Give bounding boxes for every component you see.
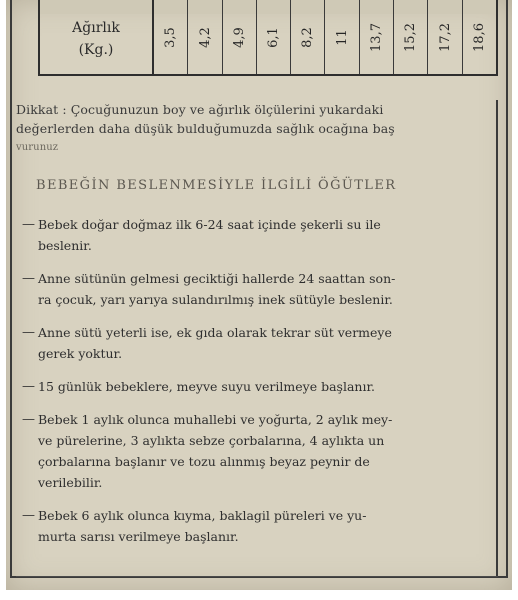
weight-cell: [394, 0, 428, 74]
advice-list: [16, 210, 498, 547]
dash-bullet: —: [22, 508, 35, 523]
dash-bullet: —: [22, 217, 35, 232]
weight-label-unit: (Kg.): [78, 42, 114, 58]
advice-line: gerek yoktur.: [38, 346, 123, 361]
weight-cell: [257, 0, 291, 74]
dash-bullet: —: [22, 271, 35, 286]
advice-item: [16, 505, 498, 547]
weight-label-title: Ağırlık: [72, 20, 120, 36]
advice-item: [16, 214, 498, 256]
warning-line: Dikkat : Çocuğunuzun boy ve ağırlık ölçülerini yukardaki: [16, 102, 384, 117]
warning-line: değerlerden daha düşük bulduğumuzda sağlık ocağına baş: [16, 121, 395, 136]
advice-item: [16, 409, 498, 493]
dash-bullet: —: [22, 412, 35, 427]
advice-line: murta sarısı verilmeye başlanır.: [38, 529, 239, 544]
advice-line: Bebek 1 aylık olunca muhallebi ve yoğurta, 2 aylık mey-: [38, 412, 393, 427]
warning-line: vurunuz: [16, 142, 59, 153]
advice-line: çorbalarına başlanır ve tozu alınmış beyaz peynir de: [38, 454, 370, 469]
advice-line: Bebek 6 aylık olunca kıyma, baklagil püreleri ve yu-: [38, 508, 367, 523]
weight-value: 13,7: [368, 22, 384, 52]
weight-cell: [463, 0, 496, 74]
advice-line: Bebek doğar doğmaz ilk 6-24 saat içinde şekerli su ile: [38, 217, 381, 232]
weight-cell: [360, 0, 394, 74]
section-heading: BEBEĞİN BESLENMESİYLE İLGİLİ ÖĞÜTLER: [36, 178, 397, 193]
weight-value: 3,5: [163, 26, 179, 48]
weight-cell: [428, 0, 462, 74]
advice-item: [16, 268, 498, 310]
weight-cell: [188, 0, 222, 74]
weight-table: [38, 0, 498, 76]
weight-value: 4,9: [231, 26, 247, 48]
weight-cell: [325, 0, 359, 74]
weight-label: [40, 0, 154, 74]
advice-line: ra çocuk, yarı yarıya sulandırılmış inek sütüyle beslenir.: [38, 292, 393, 307]
weight-value: 4,2: [197, 26, 213, 48]
dash-bullet: —: [22, 325, 35, 340]
weight-value: 6,1: [266, 26, 282, 48]
weight-cell: [291, 0, 325, 74]
advice-line: verilebilir.: [38, 475, 103, 490]
advice-item: [16, 322, 498, 364]
warning-note: [16, 100, 496, 157]
weight-value: 17,2: [437, 22, 453, 52]
bottom-rule: [16, 576, 498, 577]
advice-line: beslenir.: [38, 238, 92, 253]
weight-value: 11: [334, 28, 350, 46]
advice-line: ve pürelerine, 3 aylıkta sebze çorbalarına, 4 aylıkta un: [38, 433, 385, 448]
advice-line: Anne sütünün gelmesi geciktiği hallerde 24 saattan son-: [38, 271, 396, 286]
weight-cell: [223, 0, 257, 74]
weight-cell: [154, 0, 188, 74]
dash-bullet: —: [22, 379, 35, 394]
advice-line: Anne sütü yeterli ise, ek gıda olarak tekrar süt vermeye: [38, 325, 392, 340]
advice-item: [16, 376, 498, 397]
advice-line: 15 günlük bebeklere, meyve suyu verilmeye başlanır.: [38, 379, 376, 394]
weight-value: 15,2: [403, 22, 419, 52]
weight-value: 8,2: [300, 26, 316, 48]
weight-value: 18,6: [471, 22, 487, 52]
